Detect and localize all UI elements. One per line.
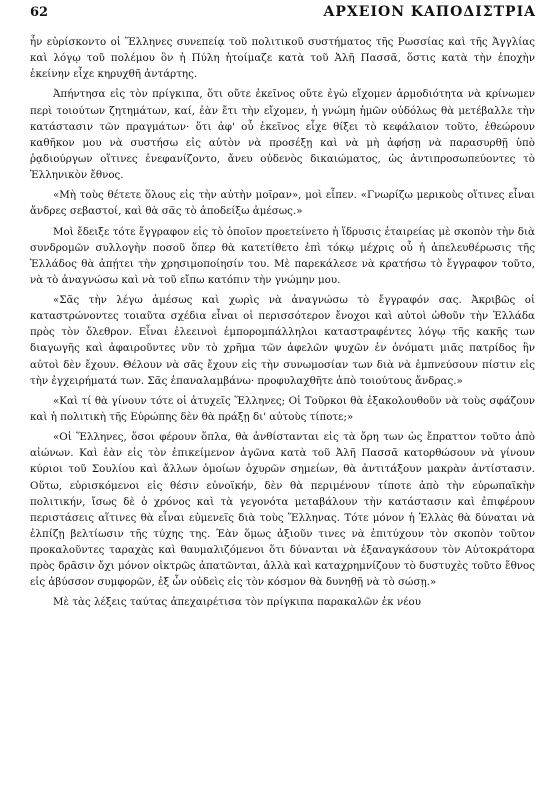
paragraph: «Σᾶς τὴν λέγω ἀμέσως καὶ χωρὶς νὰ ἀναγνώσω τὸ ἔγγραφόν σας. Ἀκριβῶς οἱ καταστρώνοντες τοιαῦτα σχέδια εἶναι οἱ περισσότερον ἔνοχοι καὶ αὐτοὶ ὠθοῦν τὴν Ἑλλάδα πρὸς τὸν ὄλεθρον. Εἶναι ἐλεεινοὶ ἐμπορομπάλληλοι καταστραφέντες λόγῳ τῆς κακῆς των διαγωγῆς καὶ ἀφαιροῦντες νῦν τὸ χρῆμα τῶν ἀφελῶν ψυχῶν ἐν ὀνόματι μιᾶς πατρίδος ἣν αὐτοὶ δὲν ἔχουν. Θέλουν νὰ σᾶς ἔχουν εἰς τὴν συνωμοσίαν των διὰ νὰ ἐμπνεύσουν πίστιν εἰς τὴν ἐγχειρήματά των. Σᾶς ἐπαναλαμβάνω· προφυλαχθῆτε ἀπὸ τοιούτους ἄνδρας.»	[30, 294, 535, 387]
paragraph: «Καὶ τί θὰ γίνουν τότε οἱ ἀτυχεῖς Ἕλληνες; Οἱ Τοῦρκοι θὰ ἐξακολουθοῦν νὰ τοὺς σφάζουν καὶ ἡ πολιτικὴ τῆς Εὐρώπης δὲν θὰ πράξῃ δι' αὐτοὺς τίποτε;»	[30, 394, 535, 423]
paragraph: «Μὴ τοὺς θέτετε ὅλους εἰς τὴν αὐτὴν μοῖραν», μοὶ εἶπεν. «Γνωρίζω μερικοὺς οἵτινες εἶναι ἄνδρες σεβαστοί, καὶ θὰ σᾶς τὸ ἀποδείξω ἀμέσως.»	[30, 189, 535, 218]
running-title: ΑΡΧΕΙΟΝ ΚΑΠΟΔΙΣΤΡΙΑ	[323, 4, 536, 20]
paragraph: Μοὶ ἔδειξε τότε ἔγγραφον εἰς τὸ ὁποῖον προετείνετο ἡ ἵδρυσις ἑταιρείας μὲ σκοπὸν τὴν διὰ συνδρομῶν συλλογὴν ποσοῦ ὅπερ θὰ κατετίθετο ἐπὶ τόκῳ μέχρις οὗ ἡ ἀπελευθέρωσις τῆς Ἑλλάδος θὰ ἀπῄτει τὴν χρησιμοποίησίν του. Μὲ παρεκάλεσε νὰ κρατήσω τὸ ἔγγραφον τοῦτο, νὰ τὸ ἀναγνώσω καὶ νὰ τοῦ εἴπω κατόπιν τὴν γνώμην μου.	[30, 225, 535, 286]
body-text	[30, 34, 535, 615]
paragraph: «Οἱ Ἕλληνες, ὅσοι φέρουν ὅπλα, θὰ ἀνθίστανται εἰς τὰ ὄρη των ὡς ἔπραττον τοῦτο ἀπὸ αἰώνων. Καὶ ἐὰν εἰς τὸν ἐπικείμενον ἀγῶνα κατὰ τοῦ Ἀλῆ Πασσᾶ κατορθώσουν νὰ γίνουν κύριοι τοῦ Σουλίου καὶ ἄλλων ὁμοίων ὀχυρῶν σημείων, θὰ ἀντιτάξουν μακρὰν ἀντίστασιν. Οὕτω, εὑρισκόμενοι εἰς θέσιν εὐνοϊκήν, δὲν θὰ περιμένουν τίποτε ἀπὸ τὴν εὐρωπαϊκὴν πολιτικήν, ἴσως δὲ ὁ χρόνος καὶ τὰ γεγονότα μεταβάλουν τὴν κατάστασιν καὶ ἐπιφέρουν περιστάσεις αἵτινες θὰ εἶναι εὐμενεῖς διὰ τοὺς Ἕλληνας. Τότε μόνον ἡ Ἑλλὰς θὰ δύναται νὰ ἐλπίζῃ βελτίωσιν τῆς τύχης της. Ἐὰν ὅμως ἀξιοῦν τινες νὰ ἐπιτύχουν τὸν σκοπὸν τοῦτον προκαλοῦντες ταραχὰς καὶ θαυμαλιζόμενοι ὅτι δύνανται νὰ ἐξαναγκάσουν τὸν Αὐτοκράτορα πρὸς δρᾶσιν ὄχι μόνον οἰκτρῶς ἀπατῶνται, ἀλλὰ καὶ καταχρημνίζουν τὸ δυστυχὲς τοῦτο ἔθνος εἰς ἀβύσσον συμφορῶν, ἐξ ὧν οὐδεὶς εἰς τὸν κόσμον θὰ δυνηθῇ νὰ τὸ σώσῃ.»	[30, 431, 535, 589]
paragraph: ἦν εὑρίσκοντο οἱ Ἕλληνες συνεπείᾳ τοῦ πολιτικοῦ συστήματος τῆς Ρωσσίας καὶ τῆς Ἀγγλίας καὶ λόγῳ τοῦ πολέμου ὃν ἡ Πύλη ἡτοίμαζε κατὰ τοῦ Ἀλῆ Πασσᾶ, ὅστις κατὰ τὴν ἐποχὴν ἐκείνην εἶχε κηρυχθῆ ἀντάρτης.	[30, 36, 535, 81]
paragraph: Μὲ τὰς λέξεις ταύτας ἀπεχαιρέτισα τὸν πρίγκιπα παρακαλῶν ἐκ νέου	[53, 596, 422, 609]
page-number: 62	[30, 5, 49, 20]
page-header	[30, 4, 536, 26]
paragraph: Ἀπήντησα εἰς τὸν πρίγκιπα, ὅτι οὔτε ἐκεῖνος οὔτε ἐγὼ εἴχομεν ἁρμοδιότητα νὰ κρίνωμεν περὶ τοιούτων ζητημάτων, καί, ἐὰν ἔτι τὴν εἴχομεν, ἡ γνώμη ἡμῶν οὐδόλως θὰ μετέβαλλε τὴν κατάστασιν τῶν πραγμάτων· ὅτι ἀφ' οὗ ἐκεῖνος εἶχε θίξει τὸ κεφάλαιον τοῦτο, ἐθεώρουν καθῆκον μου νὰ συστήσω εἰς αὐτὸν νὰ προσέξῃ καὶ νὰ μὴ ἀφήσῃ νὰ παρασυρθῇ ὑπὸ ῥᾳδιούργων οἵτινες ἐνεφανίζοντο, ἄνευ οὐδενὸς δικαιώματος, ὡς ἀντιπροσωπεύοντες τὸ Ἑλληνικὸν ἔθνος.	[30, 88, 535, 181]
